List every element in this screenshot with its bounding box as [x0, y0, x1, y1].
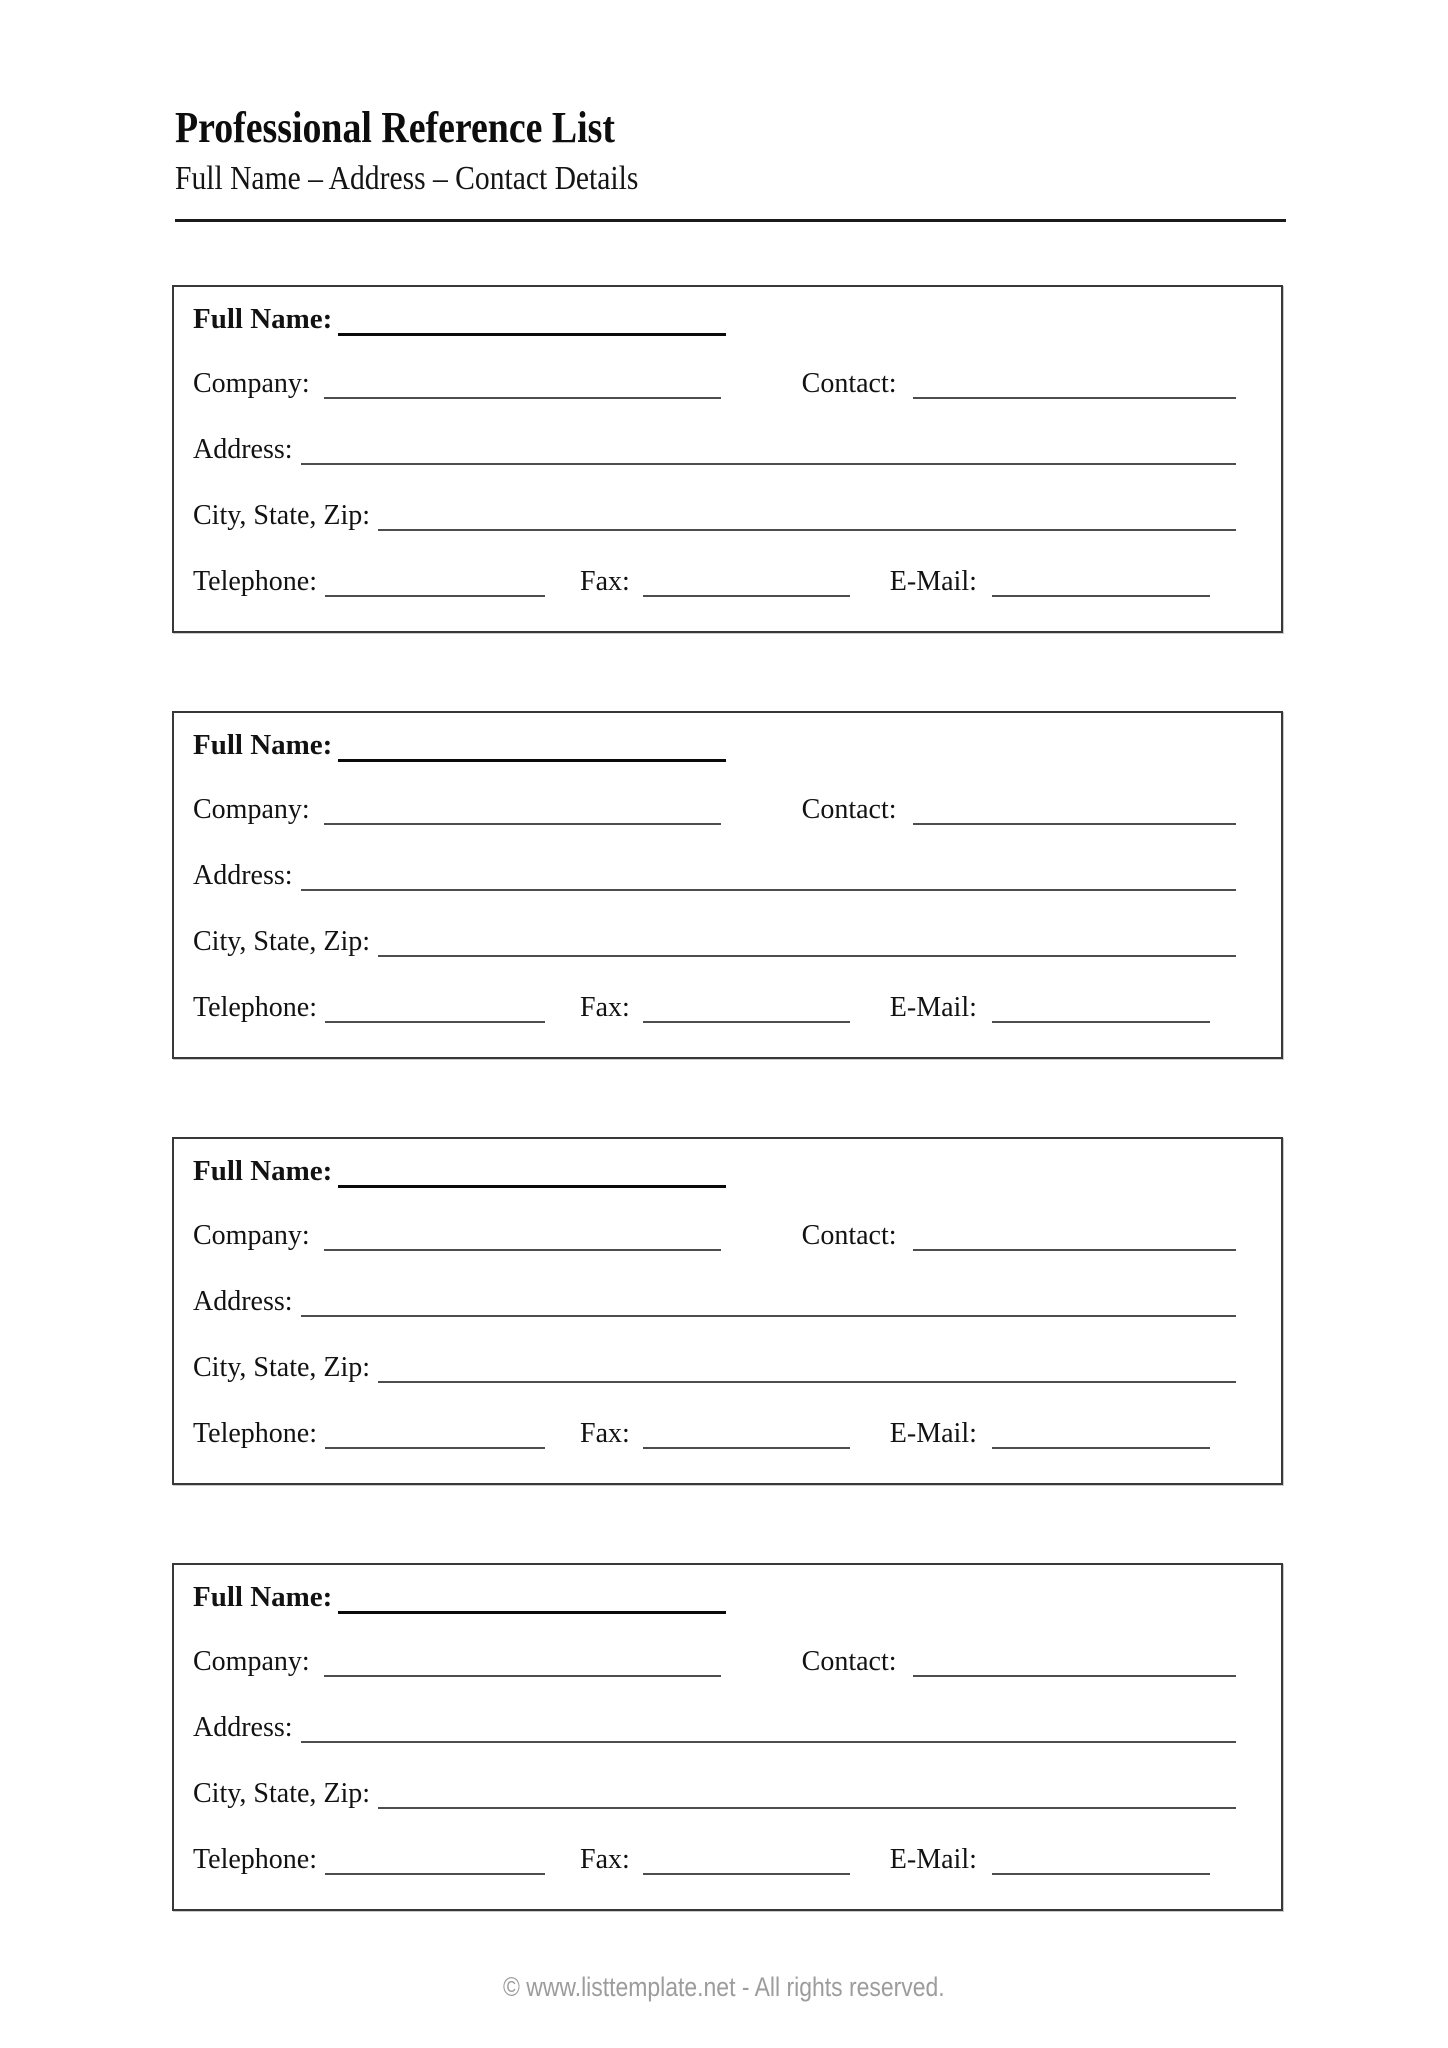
fax-line	[643, 565, 850, 597]
address-row	[193, 1285, 1236, 1329]
full-name-row	[193, 728, 1236, 772]
telephone-line	[325, 1417, 545, 1449]
company-label: Company:	[193, 794, 310, 825]
contact-label: Contact:	[801, 1220, 897, 1251]
telephone-label: Telephone:	[193, 992, 317, 1023]
address-line	[301, 859, 1236, 891]
email-label: E-Mail:	[889, 1418, 977, 1449]
fax-label: Fax:	[580, 1418, 630, 1449]
reference-entry-box	[172, 285, 1283, 633]
city-state-zip-row	[193, 1777, 1236, 1821]
address-line	[301, 433, 1236, 465]
city-state-zip-label: City, State, Zip:	[193, 926, 371, 957]
company-contact-row	[193, 793, 1236, 837]
email-line	[992, 565, 1210, 597]
full-name-row	[193, 1580, 1236, 1624]
company-line	[324, 1645, 721, 1677]
telephone-label: Telephone:	[193, 1418, 317, 1449]
full-name-label: Full Name:	[193, 729, 333, 761]
city-state-zip-line	[378, 1777, 1236, 1809]
full-name-row	[193, 1154, 1236, 1198]
telephone-fax-email-row	[193, 565, 1236, 609]
page-title: Professional Reference List	[175, 103, 615, 152]
address-line	[301, 1711, 1236, 1743]
city-state-zip-line	[378, 499, 1236, 531]
city-state-zip-line	[378, 925, 1236, 957]
city-state-zip-row	[193, 925, 1236, 969]
full-name-row	[193, 302, 1236, 346]
email-line	[992, 991, 1210, 1023]
email-label: E-Mail:	[889, 992, 977, 1023]
address-row	[193, 1711, 1236, 1755]
company-label: Company:	[193, 1220, 310, 1251]
fax-line	[643, 1417, 850, 1449]
telephone-line	[325, 991, 545, 1023]
reference-entry-box	[172, 1137, 1283, 1485]
email-line	[992, 1843, 1210, 1875]
company-contact-row	[193, 1219, 1236, 1263]
contact-line	[913, 793, 1236, 825]
company-label: Company:	[193, 368, 310, 399]
company-line	[324, 367, 721, 399]
fax-label: Fax:	[580, 1844, 630, 1875]
city-state-zip-label: City, State, Zip:	[193, 1778, 371, 1809]
telephone-line	[325, 565, 545, 597]
email-label: E-Mail:	[889, 566, 977, 597]
fax-label: Fax:	[580, 566, 630, 597]
full-name-line	[338, 729, 726, 762]
contact-label: Contact:	[801, 1646, 897, 1677]
full-name-line	[338, 1581, 726, 1614]
city-state-zip-label: City, State, Zip:	[193, 500, 371, 531]
address-label: Address:	[193, 1712, 293, 1743]
footer-copyright-text: © www.listtemplate.net - All rights reserved.	[503, 1972, 945, 2002]
company-line	[324, 1219, 721, 1251]
email-label: E-Mail:	[889, 1844, 977, 1875]
reference-entry-box	[172, 1563, 1283, 1911]
full-name-line	[338, 303, 726, 336]
company-contact-row	[193, 367, 1236, 411]
contact-line	[913, 367, 1236, 399]
address-label: Address:	[193, 1286, 293, 1317]
full-name-label: Full Name:	[193, 1155, 333, 1187]
contact-label: Contact:	[801, 368, 897, 399]
company-label: Company:	[193, 1646, 310, 1677]
page-subtitle: Full Name – Address – Contact Details	[175, 160, 639, 198]
company-line	[324, 793, 721, 825]
contact-label: Contact:	[801, 794, 897, 825]
telephone-fax-email-row	[193, 991, 1236, 1035]
city-state-zip-label: City, State, Zip:	[193, 1352, 371, 1383]
full-name-line	[338, 1155, 726, 1188]
address-line	[301, 1285, 1236, 1317]
address-label: Address:	[193, 434, 293, 465]
full-name-label: Full Name:	[193, 1581, 333, 1613]
company-contact-row	[193, 1645, 1236, 1689]
address-row	[193, 433, 1236, 477]
reference-entry-box	[172, 711, 1283, 1059]
telephone-fax-email-row	[193, 1843, 1236, 1887]
fax-label: Fax:	[580, 992, 630, 1023]
footer	[0, 1972, 1448, 2003]
city-state-zip-row	[193, 1351, 1236, 1395]
telephone-fax-email-row	[193, 1417, 1236, 1461]
contact-line	[913, 1645, 1236, 1677]
telephone-label: Telephone:	[193, 1844, 317, 1875]
fax-line	[643, 1843, 850, 1875]
full-name-label: Full Name:	[193, 303, 333, 335]
city-state-zip-line	[378, 1351, 1236, 1383]
city-state-zip-row	[193, 499, 1236, 543]
address-row	[193, 859, 1236, 903]
address-label: Address:	[193, 860, 293, 891]
email-line	[992, 1417, 1210, 1449]
fax-line	[643, 991, 850, 1023]
contact-line	[913, 1219, 1236, 1251]
telephone-line	[325, 1843, 545, 1875]
telephone-label: Telephone:	[193, 566, 317, 597]
